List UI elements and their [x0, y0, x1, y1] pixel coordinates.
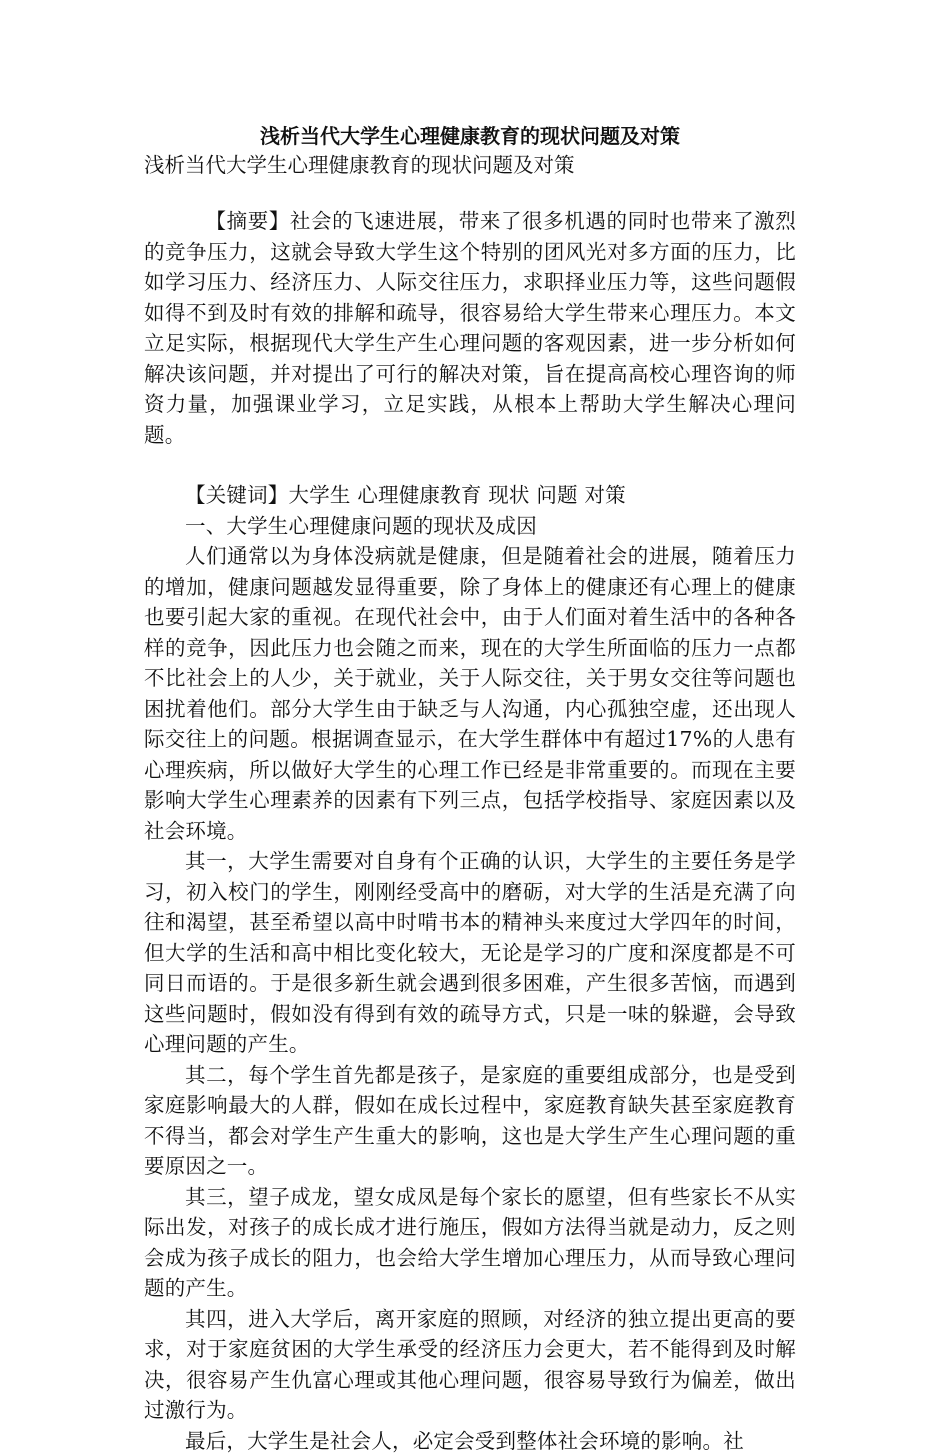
body-paragraph: 其二，每个学生首先都是孩子，是家庭的重要组成部分，也是受到家庭影响最大的人群，假如在成长过程中，家庭教育缺失甚至家庭教育不得当，都会对学生产生重大的影响，这也是大学生产生心理问题的重要原因之一。: [144, 1060, 796, 1182]
section-heading: 一、大学生心理健康问题的现状及成因: [144, 511, 796, 542]
document-subtitle: 浅析当代大学生心理健康教育的现状问题及对策: [144, 150, 796, 180]
abstract-paragraph: 【摘要】社会的飞速进展，带来了很多机遇的同时也带来了激烈的竞争压力，这就会导致大学生这个特别的团风光对多方面的压力，比如学习压力、经济压力、人际交往压力，求职择业压力等，这些问题假如得不到及时有效的排解和疏导，很容易给大学生带来心理压力。本文立足实际，根据现代大学生产生心理问题的客观因素，进一步分析如何解决该问题，并对提出了可行的解决对策，旨在提高高校心理咨询的师资力量，加强课业学习，立足实践，从根本上帮助大学生解决心理问题。: [144, 206, 796, 450]
document-body: [144, 122, 796, 1456]
document-title: 浅析当代大学生心理健康教育的现状问题及对策: [144, 122, 796, 150]
body-paragraph: 最后，大学生是社会人，必定会受到整体社会环境的影响。社: [144, 1426, 796, 1456]
body-paragraph: 其四，进入大学后，离开家庭的照顾，对经济的独立提出更高的要求，对于家庭贫困的大学生承受的经济压力会更大，若不能得到及时解决，很容易产生仇富心理或其他心理问题，很容易导致行为偏差，做出过激行为。: [144, 1304, 796, 1426]
body-paragraph: 其三，望子成龙，望女成凤是每个家长的愿望，但有些家长不从实际出发，对孩子的成长成才进行施压，假如方法得当就是动力，反之则会成为孩子成长的阻力，也会给大学生增加心理压力，从而导致心理问题的产生。: [144, 1182, 796, 1304]
keywords-line: 【关键词】大学生 心理健康教育 现状 问题 对策: [144, 480, 796, 511]
body-paragraph: 人们通常以为身体没病就是健康，但是随着社会的进展，随着压力的增加，健康问题越发显得重要，除了身体上的健康还有心理上的健康也要引起大家的重视。在现代社会中，由于人们面对着生活中的各种各样的竞争，因此压力也会随之而来，现在的大学生所面临的压力一点都不比社会上的人少，关于就业，关于人际交往，关于男女交往等问题也困扰着他们。部分大学生由于缺乏与人沟通，内心孤独空虚，还出现人际交往上的问题。根据调查显示，在大学生群体中有超过17%的人患有心理疾病，所以做好大学生的心理工作已经是非常重要的。而现在主要影响大学生心理素养的因素有下列三点，包括学校指导、家庭因素以及社会环境。: [144, 541, 796, 846]
body-paragraph: 其一，大学生需要对自身有个正确的认识，大学生的主要任务是学习，初入校门的学生，刚刚经受高中的磨砺，对大学的生活是充满了向往和渴望，甚至希望以高中时啃书本的精神头来度过大学四年的时间，但大学的生活和高中相比变化较大，无论是学习的广度和深度都是不可同日而语的。于是很多新生就会遇到很多困难，产生很多苦恼，而遇到这些问题时，假如没有得到有效的疏导方式，只是一味的躲避，会导致心理问题的产生。: [144, 846, 796, 1060]
